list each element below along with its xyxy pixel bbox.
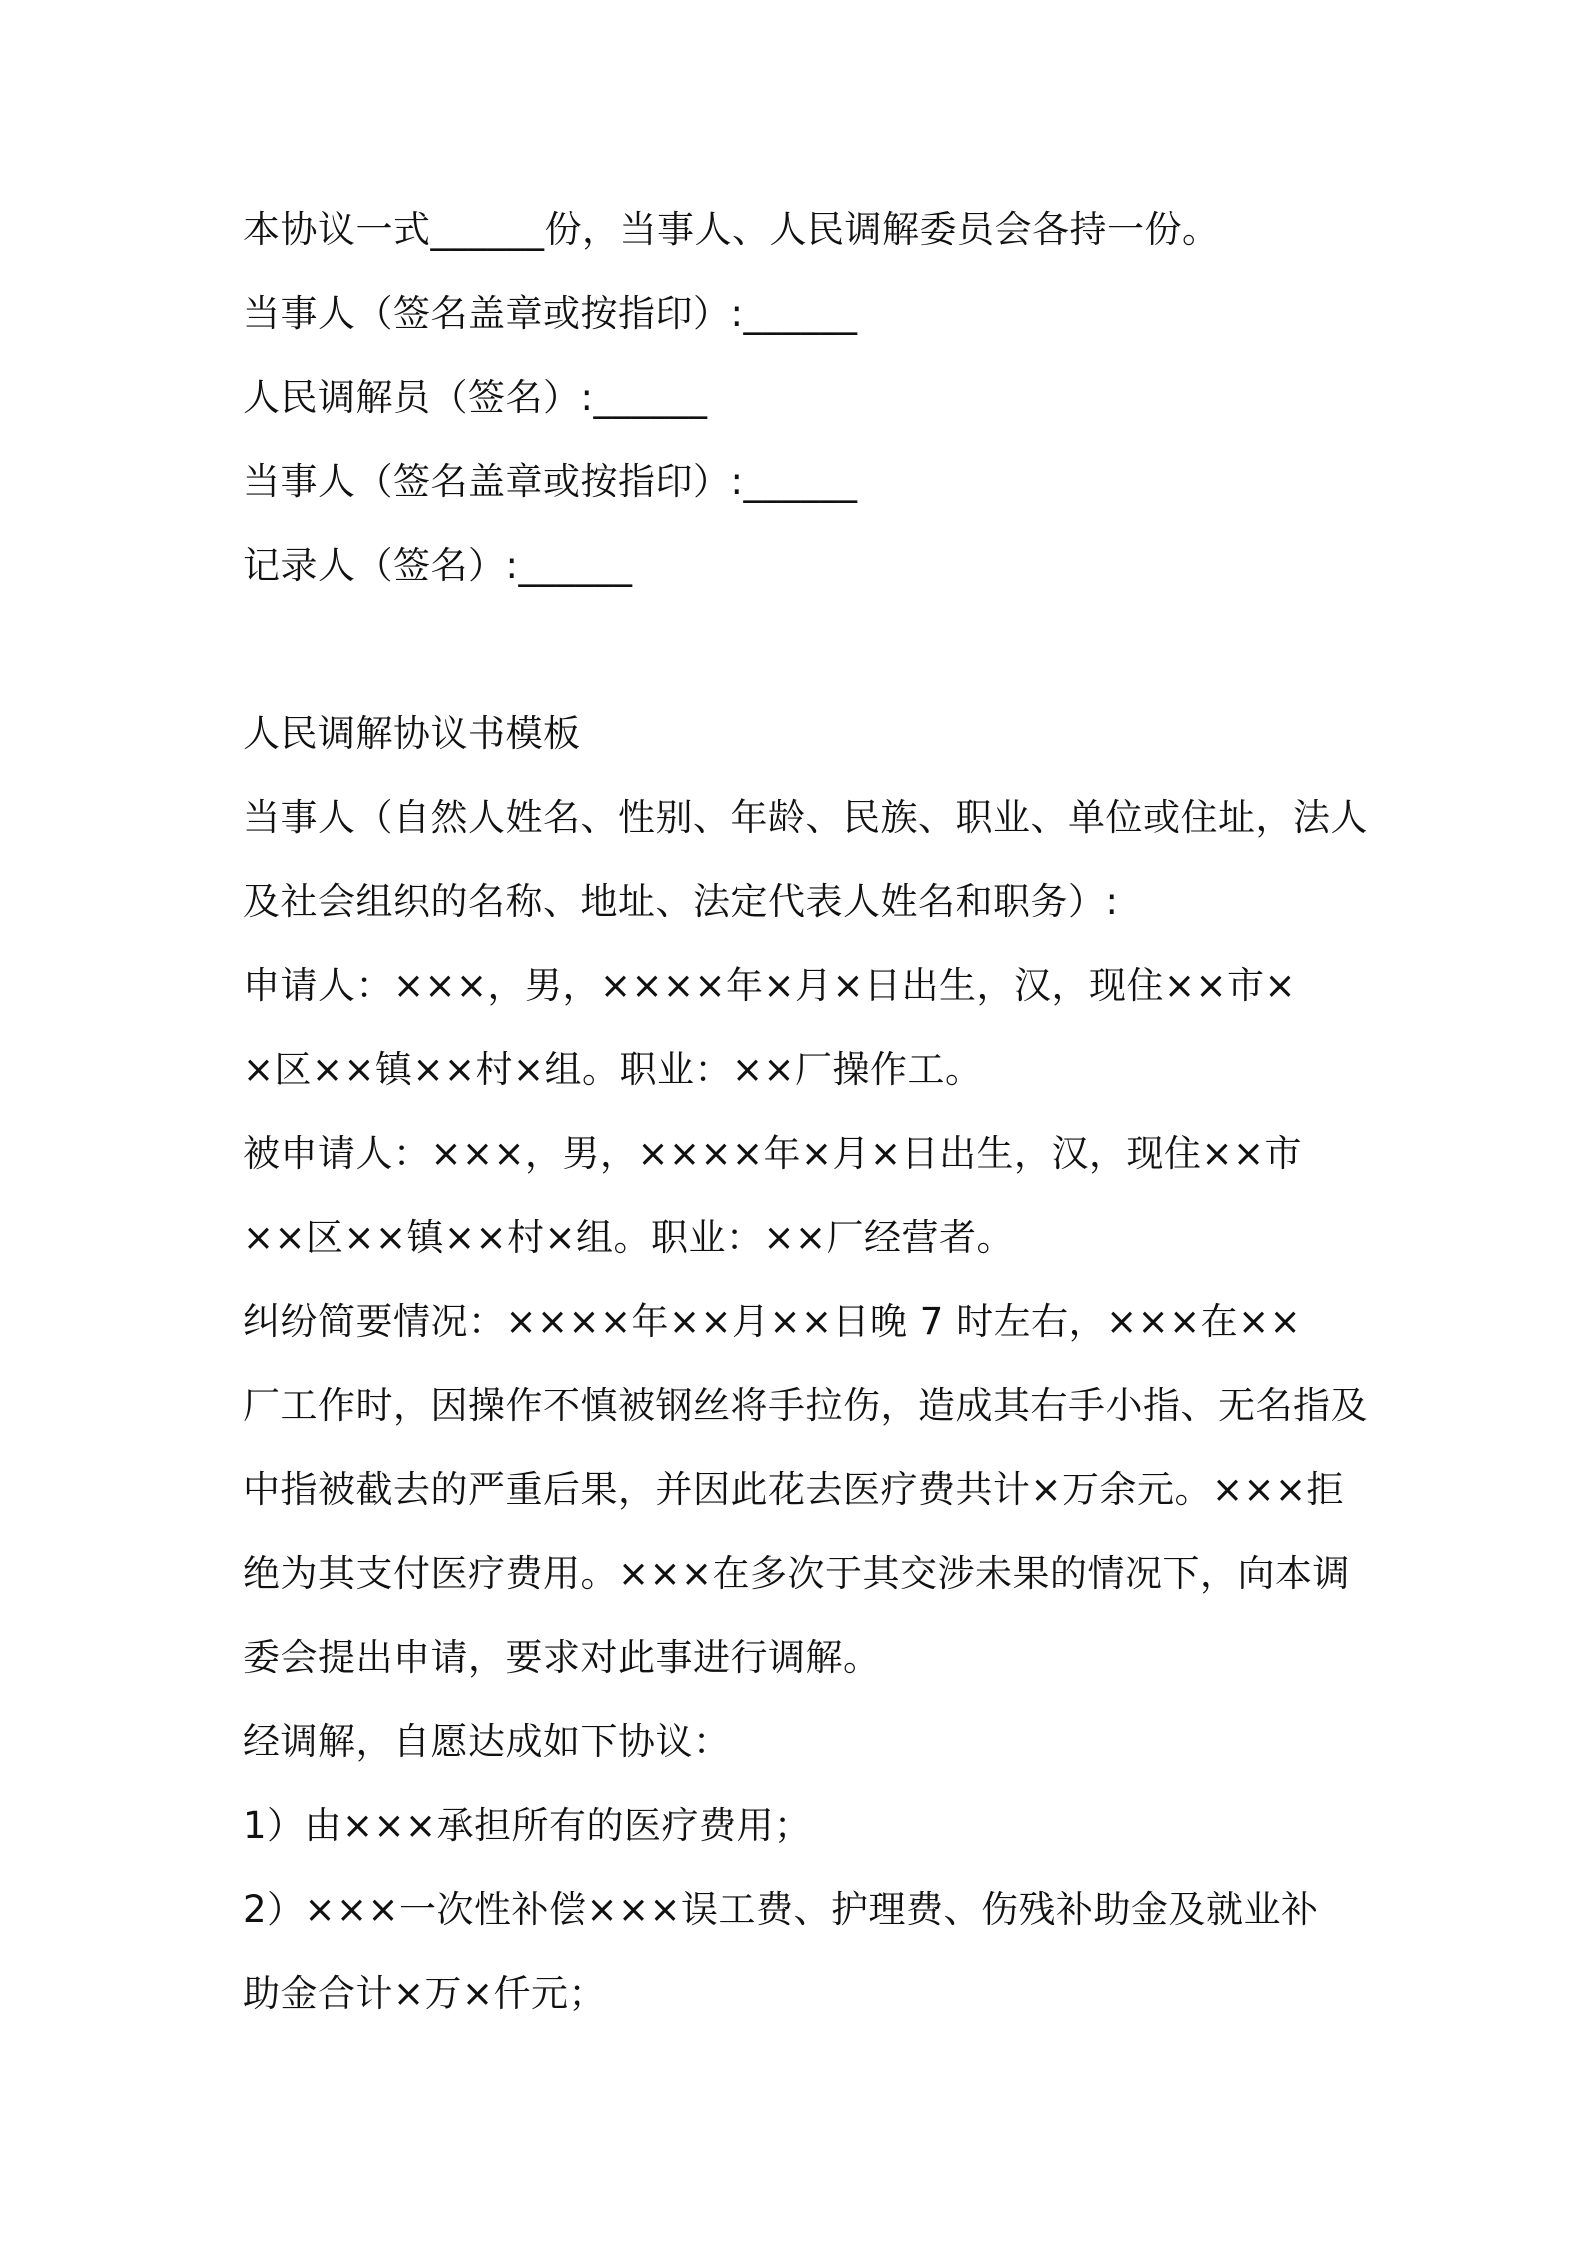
dispute-summary-line: 厂工作时，因操作不慎被钢丝将手拉伤，造成其右手小指、无名指及 [243,1384,1368,1427]
mediator-signature-line: 人民调解员（签名）:______ [243,376,708,419]
template-title: 人民调解协议书模板 [243,712,581,755]
dispute-summary-line: 中指被截去的严重后果，并因此花去医疗费共计×万余元。×××拒 [243,1468,1345,1511]
applicant-line: 申请人：×××，男，××××年×月×日出生，汉，现住××市× [243,964,1297,1007]
agreement-clause-2: 2）×××一次性补偿×××误工费、护理费、伤残补助金及就业补 [243,1888,1319,1931]
respondent-line: 被申请人：×××，男，××××年×月×日出生，汉，现住××市 [243,1132,1303,1175]
dispute-summary-line: 委会提出申请，要求对此事进行调解。 [243,1636,881,1679]
respondent-line: ××区××镇××村×组。职业：××厂经营者。 [243,1216,1015,1259]
dispute-summary-line: 绝为其支付医疗费用。×××在多次于其交涉未果的情况下，向本调 [243,1552,1351,1595]
applicant-line: ×区××镇××村×组。职业：××厂操作工。 [243,1048,983,1091]
dispute-summary-line: 纠纷简要情况：××××年××月××日晚 7 时左右，×××在×× [243,1300,1302,1343]
agreement-clause-2: 助金合计×万×仟元； [243,1972,607,2015]
copies-line: 本协议一式______份，当事人、人民调解委员会各持一份。 [243,208,1220,251]
agreement-clause-1: 1）由×××承担所有的医疗费用； [243,1804,812,1847]
party-signature-line-2: 当事人（签名盖章或按指印）:______ [243,460,858,503]
party-signature-line-1: 当事人（签名盖章或按指印）:______ [243,292,858,335]
agreement-intro: 经调解，自愿达成如下协议： [243,1720,731,1763]
parties-intro-line: 及社会组织的名称、地址、法定代表人姓名和职务）: [243,880,1119,923]
parties-intro-line: 当事人（自然人姓名、性别、年龄、民族、职业、单位或住址，法人 [243,796,1368,839]
recorder-signature-line: 记录人（签名）:______ [243,544,633,587]
